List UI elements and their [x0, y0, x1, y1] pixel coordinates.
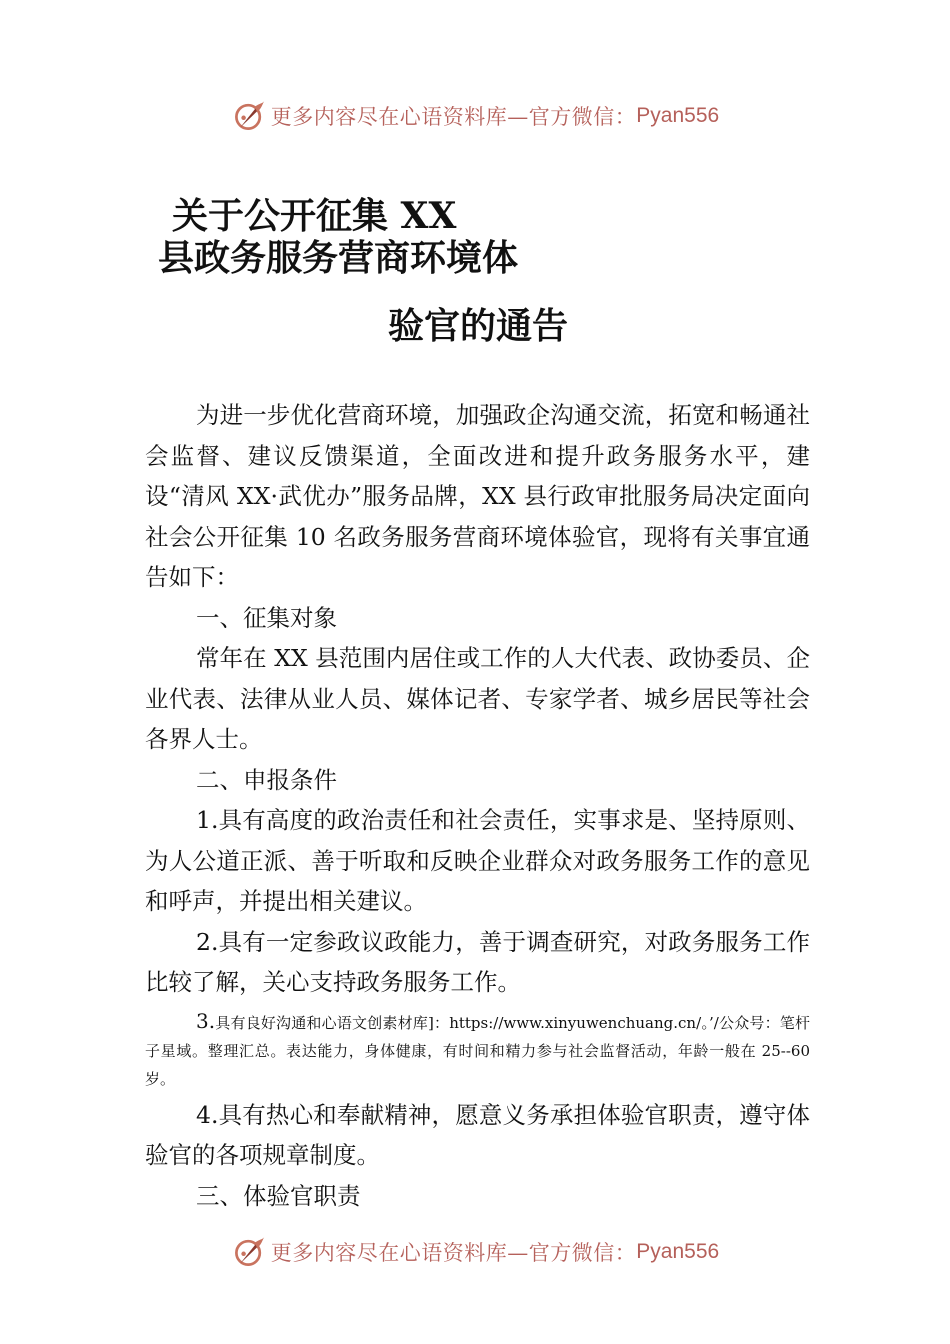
section-heading-3: 三、体验官职责 [196, 1181, 361, 1210]
condition-1: 1.具有高度的政治责任和社会责任，实事求是、坚持原则、为人公道正派、善于听取和反映企业群众对政务服务工作的意见和呼声，并提出相关建议。 [145, 806, 810, 915]
condition-4: 4.具有热心和奉献精神，愿意义务承担体验官职责，遵守体验官的各项规章制度。 [145, 1100, 810, 1169]
condition-3-number: 3. [196, 1008, 216, 1033]
doc-title-line-1: 关于公开征集 XX [172, 195, 457, 237]
banner-text: 更多内容尽在心语资料库—官方微信： [270, 1241, 637, 1265]
quill-logo-icon [231, 98, 267, 134]
condition-2: 2.具有一定参政议政能力，善于调查研究，对政务服务工作比较了解，关心支持政务服务工作。 [145, 927, 810, 996]
banner-text: 更多内容尽在心语资料库—官方微信： [270, 105, 637, 129]
quill-logo-icon [231, 1234, 267, 1270]
banner-wechat-id: Pyan556 [636, 1240, 720, 1263]
header-banner [0, 94, 950, 138]
intro-paragraph: 为进一步优化营商环境，加强政企沟通交流，拓宽和畅通社会监督、建议反馈渠道，全面改进和提升政务服务水平，建设“清风 XX·武优办”服务品牌，XX 县行政审批服务局决定面向社会公开征集 10 名政务服务营商环境体验官，现将有关事宜通告如下： [145, 401, 810, 591]
doc-body [145, 395, 810, 1216]
banner-wechat-id: Pyan556 [636, 104, 720, 127]
condition-3-text: 具有良好沟通和心语文创素材库]：https://www.xinyuwenchuang.cn/。’/公众号：笔杆子星域。整理汇总。表达能力，身体健康，有时间和精力参与社会监督活动，年龄一般在 25--60 岁。 [145, 1013, 810, 1088]
condition-3 [145, 1007, 810, 1093]
doc-title-line-3: 验官的通告 [388, 305, 569, 347]
footer-banner [0, 1230, 950, 1274]
doc-title-line-2: 县政务服务营商环境体 [158, 237, 519, 279]
section-heading-2: 二、申报条件 [196, 765, 337, 794]
section-heading-1: 一、征集对象 [196, 603, 337, 632]
target-paragraph: 常年在 XX 县范围内居住或工作的人大代表、政协委员、企业代表、法律从业人员、媒体记者、专家学者、城乡居民等社会各界人士。 [145, 644, 810, 753]
